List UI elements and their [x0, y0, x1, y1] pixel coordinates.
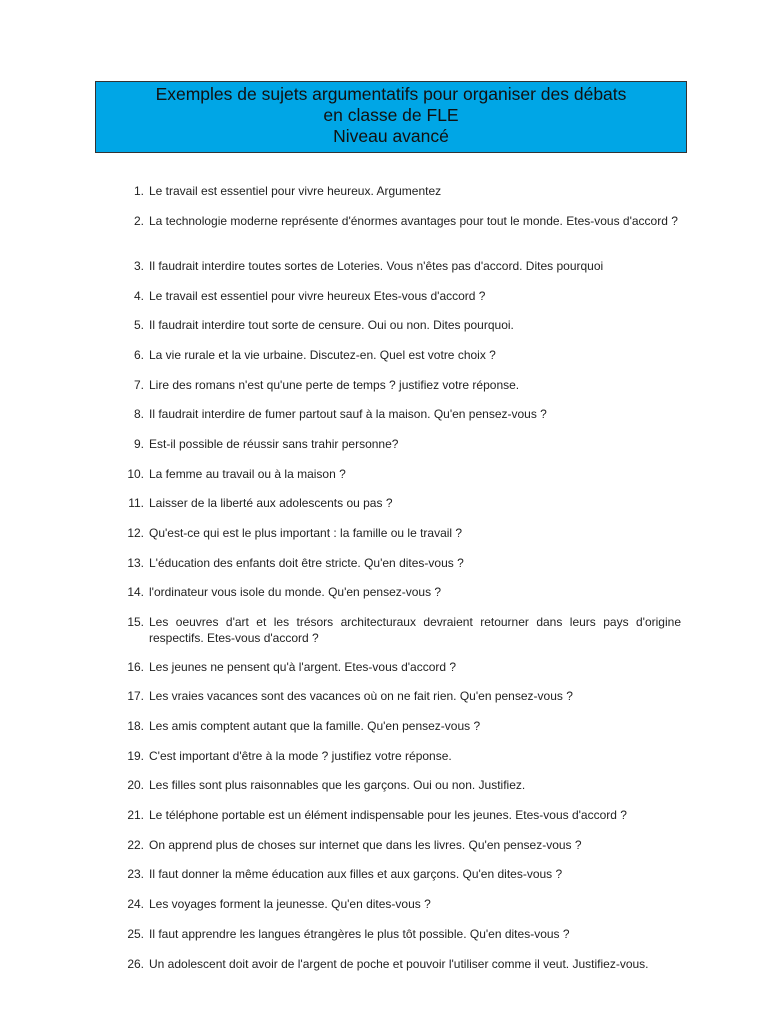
- list-item-text: Il faudrait interdire de fumer partout sauf à la maison. Qu'en pensez-vous ?: [149, 407, 547, 421]
- list-item-number: 22.: [127, 838, 144, 852]
- document-title-line-2: en classe de FLE: [323, 105, 459, 125]
- list-item: [124, 957, 681, 989]
- list-item-number: 16.: [127, 660, 144, 674]
- list-item: [124, 778, 681, 794]
- list-item: [124, 897, 681, 913]
- list-item-text: Il faudrait interdire tout sorte de censure. Oui ou non. Dites pourquoi.: [149, 318, 514, 332]
- list-item-text: Est-il possible de réussir sans trahir personne?: [149, 437, 399, 451]
- list-item: [124, 556, 681, 572]
- list-item-text: Les voyages forment la jeunesse. Qu'en dites-vous ?: [149, 897, 431, 911]
- list-item-text: Les amis comptent autant que la famille. Qu'en pensez-vous ?: [149, 719, 481, 733]
- list-item-text: Il faut donner la même éducation aux filles et aux garçons. Qu'en dites-vous ?: [149, 867, 563, 881]
- list-item: [124, 927, 681, 943]
- list-item-number: 9.: [133, 437, 144, 451]
- list-item: [124, 467, 681, 483]
- list-item-number: 4.: [133, 289, 144, 303]
- list-item: [124, 867, 681, 883]
- list-item-text: Qu'est-ce qui est le plus important : la famille ou le travail ?: [149, 526, 463, 540]
- list-item-number: 7.: [133, 378, 144, 392]
- list-item-number: 19.: [127, 749, 144, 763]
- document-title-line-1: Exemples de sujets argumentatifs pour organiser des débats: [155, 84, 627, 104]
- list-item-number: 2.: [133, 214, 144, 228]
- list-item-text: Les jeunes ne pensent qu'à l'argent. Etes-vous d'accord ?: [149, 660, 457, 674]
- list-item-text: La technologie moderne représente d'énormes avantages pour tout le monde. Etes-vous d'accord ?: [149, 214, 678, 228]
- list-item-number: 25.: [127, 927, 144, 941]
- list-item-text: L'éducation des enfants doit être stricte. Qu'en dites-vous ?: [149, 556, 464, 570]
- list-item: [124, 259, 681, 275]
- list-item-number: 14.: [127, 585, 144, 599]
- list-item-text: Les filles sont plus raisonnables que les garçons. Oui ou non. Justifiez.: [149, 778, 526, 792]
- document-title-line-3: Niveau avancé: [333, 126, 449, 146]
- list-item-number: 18.: [127, 719, 144, 733]
- list-item: [124, 749, 681, 765]
- list-item-number: 8.: [133, 407, 144, 421]
- list-item-text: Il faut apprendre les langues étrangères le plus tôt possible. Qu'en dites-vous ?: [149, 927, 570, 941]
- list-item: [124, 660, 681, 676]
- list-item-number: 17.: [127, 689, 144, 703]
- list-item-number: 5.: [133, 318, 144, 332]
- list-item-text: Laisser de la liberté aux adolescents ou pas ?: [149, 496, 393, 510]
- list-item-text: C'est important d'être à la mode ? justifiez votre réponse.: [149, 749, 452, 763]
- list-item-number: 10.: [127, 467, 144, 481]
- list-item-number: 12.: [127, 526, 144, 540]
- list-item: [124, 289, 681, 305]
- list-item-number: 23.: [127, 867, 144, 881]
- list-item-number: 13.: [127, 556, 144, 570]
- list-item-text: Le travail est essentiel pour vivre heureux. Argumentez: [149, 184, 442, 198]
- list-item-number: 15.: [127, 615, 144, 629]
- list-item-number: 24.: [127, 897, 144, 911]
- list-item: [124, 808, 681, 824]
- list-item: [124, 318, 681, 334]
- list-item: [124, 378, 681, 394]
- list-item: [124, 719, 681, 735]
- list-item-text: La vie rurale et la vie urbaine. Discutez-en. Quel est votre choix ?: [149, 348, 496, 362]
- list-item: [124, 585, 681, 601]
- list-item-text: Le travail est essentiel pour vivre heureux Etes-vous d'accord ?: [149, 289, 486, 303]
- list-item-text: La femme au travail ou à la maison ?: [149, 467, 346, 481]
- list-item-text: l'ordinateur vous isole du monde. Qu'en pensez-vous ?: [149, 585, 442, 599]
- list-item: [124, 214, 681, 246]
- list-item: [124, 437, 681, 453]
- list-item-number: 3.: [133, 259, 144, 273]
- list-item: [124, 838, 681, 854]
- list-item-number: 6.: [133, 348, 144, 362]
- list-item: [124, 407, 681, 423]
- list-item-text: Il faudrait interdire toutes sortes de Loteries. Vous n'êtes pas d'accord. Dites pourquoi: [149, 259, 604, 273]
- list-item: [124, 348, 681, 364]
- list-item-text: Lire des romans n'est qu'une perte de temps ? justifiez votre réponse.: [149, 378, 520, 392]
- list-item-text: Les vraies vacances sont des vacances où on ne fait rien. Qu'en pensez-vous ?: [149, 689, 573, 703]
- list-item-number: 1.: [133, 184, 144, 198]
- list-item-number: 26.: [127, 957, 144, 971]
- list-item: [124, 526, 681, 542]
- list-item: [124, 615, 681, 647]
- list-item-text: Les oeuvres d'art et les trésors architecturaux devraient retourner dans leurs pays d'origine respectifs. Etes-vous d'accord ?: [149, 615, 681, 645]
- list-item-number: 11.: [128, 496, 144, 510]
- list-item-text: On apprend plus de choses sur internet que dans les livres. Qu'en pensez-vous ?: [149, 838, 582, 852]
- list-item-text: Le téléphone portable est un élément indispensable pour les jeunes. Etes-vous d'accord ?: [149, 808, 627, 822]
- list-item: [124, 496, 681, 512]
- list-item: [124, 184, 681, 200]
- list-item-number: 21.: [127, 808, 144, 822]
- list-item: [124, 689, 681, 705]
- list-item-text: Un adolescent doit avoir de l'argent de poche et pouvoir l'utiliser comme il veut. Justifiez-vous.: [149, 957, 649, 971]
- list-item-number: 20.: [127, 778, 144, 792]
